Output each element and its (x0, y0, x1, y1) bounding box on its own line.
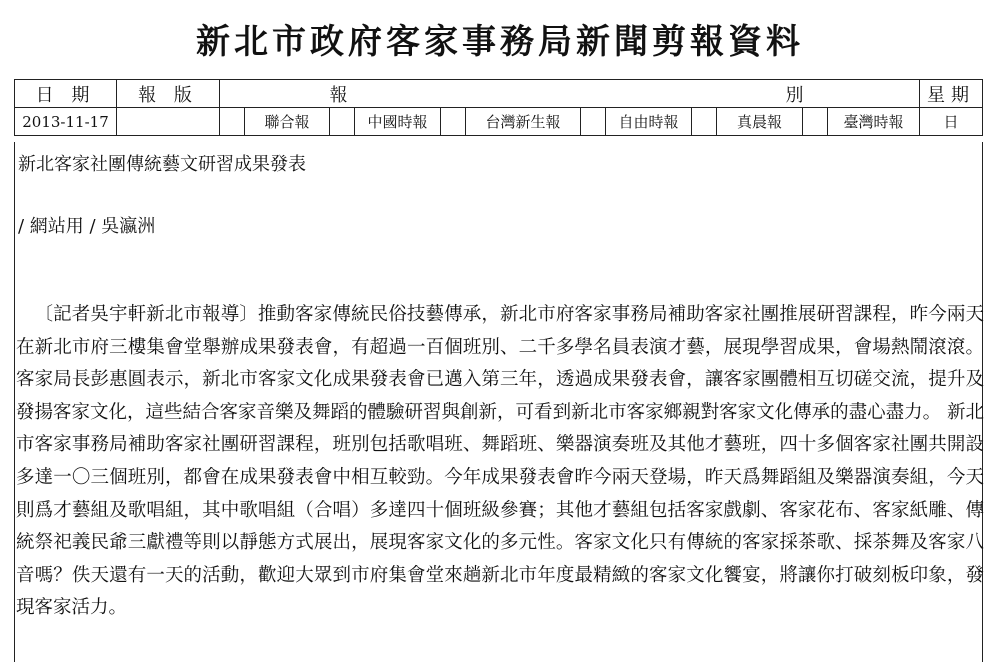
newspaper-label-right: 別 (785, 84, 810, 106)
newspaper-checkbox (330, 108, 355, 136)
newspaper-name: 自由時報 (606, 108, 692, 136)
article-headline: 新北客家社團傳統藝文研習成果發表 (18, 154, 306, 175)
edition-label: 報 版 (117, 80, 220, 108)
date-value: 2013-11-17 (15, 108, 117, 136)
newspaper-checkbox (692, 108, 717, 136)
newspaper-checkbox (803, 108, 828, 136)
clipping-header-table (14, 79, 983, 136)
content-left-border (14, 142, 15, 662)
document-title: 新北市政府客家事務局新聞剪報資料 (196, 22, 804, 62)
date-label: 日 期 (15, 80, 117, 108)
article-body: 〔記者吳宇軒新北市報導〕推動客家傳統民俗技藝傳承，新北市府客家事務局補助客家社團推展研習課程，昨今兩天在新北市府三樓集會堂舉辦成果發表會，有超過一百個班別、二千多學名員表演才藝，展現學習成果，會場熱鬧滾滾。客家局長彭惠圓表示，新北市客家文化成果發表會已邁入第三年，透過成果發表會，讓客家團體相互切磋交流，提升及發揚客家文化，這些結合客家音樂及舞蹈的體驗研習與創新，可看到新北市客家鄉親對客家文化傳承的盡心盡力。 新北市客家事務局補助客家社團研習課程，班別包括歌唱班、舞蹈班、樂器演奏班及其他才藝班，四十多個客家社團共開設多達一〇三個班別，都會在成果發表會中相互較勁。今年成果發表會昨今兩天登場，昨天爲舞蹈組及樂器演奏組，今天則爲才藝組及歌唱組，其中歌唱組（合唱）多達四十個班級參賽；其他才藝組包括客家戲劇、客家花布、客家紙雕、傳統祭祀義民爺三獻禮等則以靜態方式展出，展現客家文化的多元性。客家文化只有傳統的客家採茶歌、採茶舞及客家八音嗎？佚天還有一天的活動，歡迎大眾到市府集會堂來趟新北市年度最精緻的客家文化饗宴，將讓你打破刻板印象，發現客家活力。 (16, 304, 984, 619)
newspaper-name: 聯合報 (245, 108, 330, 136)
newspaper-label-left: 報 (329, 84, 354, 106)
article-byline: / 網站用 / 吳瀛洲 (18, 216, 156, 237)
newspaper-name: 台灣新生報 (466, 108, 581, 136)
weekday-value: 日 (920, 108, 983, 136)
newspaper-checkbox (581, 108, 606, 136)
newspaper-checkbox (441, 108, 466, 136)
newspaper-label (220, 80, 920, 108)
newspaper-checkbox (220, 108, 245, 136)
weekday-label: 星期 (920, 80, 983, 108)
edition-value (117, 108, 220, 136)
newspaper-name: 臺灣時報 (828, 108, 920, 136)
newspaper-name: 中國時報 (355, 108, 441, 136)
newspaper-name: 真晨報 (717, 108, 803, 136)
